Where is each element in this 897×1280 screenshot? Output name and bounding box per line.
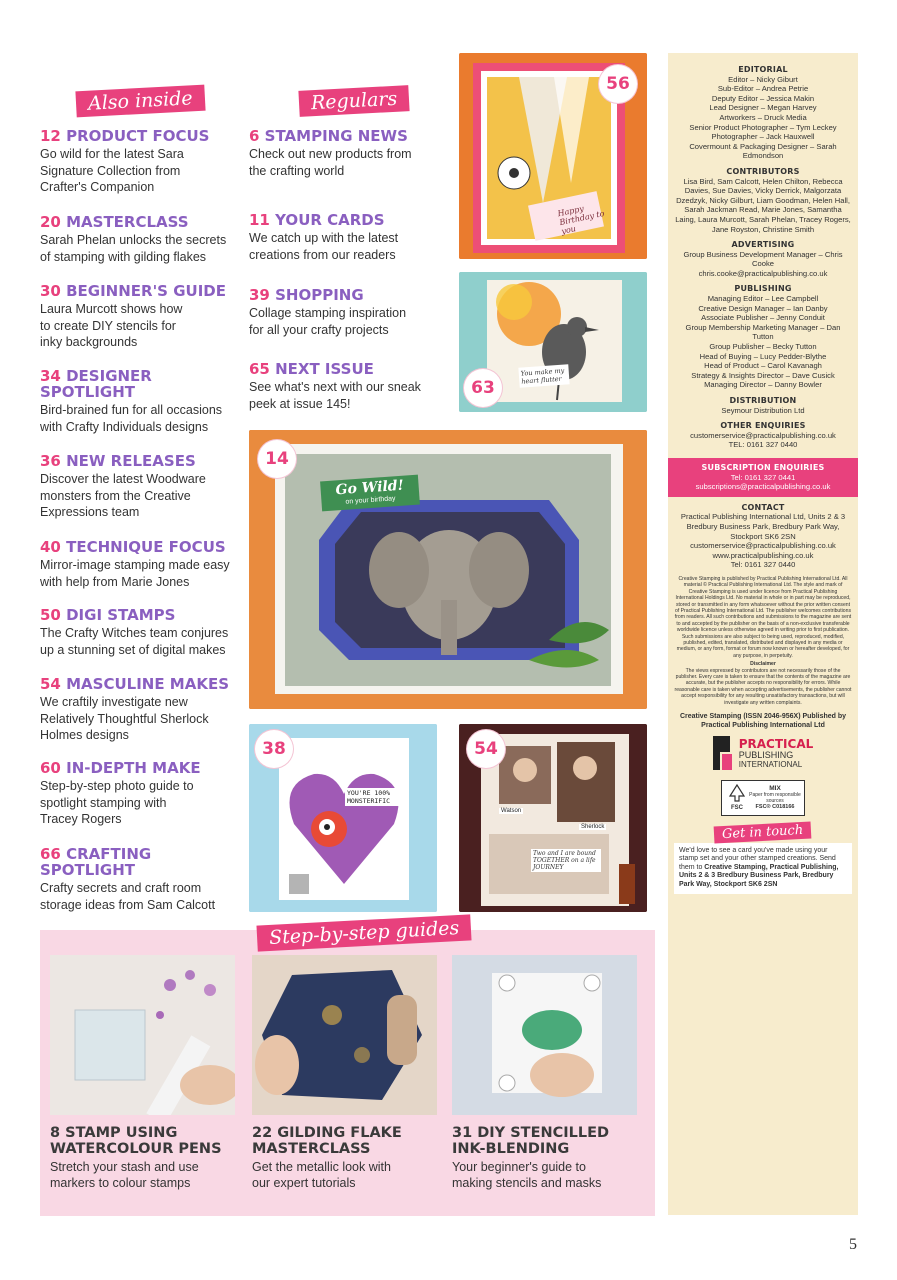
item-description: We craftily investigate new Relatively Thoughtful Sherlock Holmes designs [40, 695, 209, 742]
fsc-badge [721, 780, 805, 816]
other-enquiries-text: customerservice@practicalpublishing.co.uk TEL: 0161 327 0440 [690, 430, 836, 450]
distribution-text: Seymour Distribution Ltd [721, 405, 805, 415]
fsc-label: FSC [731, 804, 743, 811]
advertising-heading: ADVERTISING [731, 240, 795, 250]
photo-card-38[interactable] [249, 724, 437, 912]
publisher-logo [674, 736, 852, 770]
also-inside-tag: Also inside [75, 85, 205, 118]
other-enquiries-heading: OTHER ENQUIRIES [720, 421, 806, 431]
item-description: Step-by-step photo guide to spotlight stamping with Tracey Rogers [40, 779, 194, 826]
item-description: The Crafty Witches team conjures up a stunning set of digital makes [40, 626, 229, 657]
subscription-text: Tel: 0161 327 0441 subscriptions@practicalpublishing.co.uk [695, 472, 831, 492]
get-in-touch-text: We'd love to see a card you've made using your stamp set and your other stamped creations. Send them to [679, 846, 836, 871]
guide-photo-stencil[interactable] [452, 955, 637, 1115]
contents-item[interactable] [249, 287, 449, 338]
item-title [40, 846, 245, 878]
badge-63: 63 [464, 369, 502, 407]
item-description: Discover the latest Woodware monsters from the Creative Expressions team [40, 472, 206, 519]
credits-sidebar [668, 53, 858, 1215]
photo-card-56[interactable] [459, 53, 647, 259]
contents-item[interactable] [40, 128, 245, 196]
subscription-heading: SUBSCRIPTION ENQUIRIES [701, 462, 825, 472]
watercolour-pen-illustration [50, 955, 235, 1115]
photo-54-tag-right: Sherlock [581, 824, 605, 830]
publishing-heading: PUBLISHING [734, 284, 792, 294]
page-ref-number: 65 [249, 360, 270, 378]
item-title [40, 283, 245, 299]
item-title [452, 1125, 642, 1157]
gilding-flake-illustration [252, 955, 437, 1115]
contents-item[interactable] [40, 214, 245, 265]
badge-38: 38 [255, 730, 293, 768]
contents-item[interactable] [50, 1125, 240, 1191]
item-title [40, 676, 245, 692]
contributors-text: Lisa Bird, Sam Calcott, Helen Chilton, Rebecca Davies, Sue Davies, Vicky Derrick, Malgorzata Dzedzyk, Nicky Gilburt, Liam Goodman, Helen Hall, Sarah Jackman Read, Marie Jones, Samantha Laing, Laura Murcott, Sarah Phelan, Tracey Rogers, Jane Royston, Christine Smith [675, 176, 851, 234]
item-title [40, 128, 245, 144]
item-description: Your beginner's guide to making stencils and masks [452, 1160, 602, 1190]
page-ref-number: 50 [40, 606, 61, 624]
fsc-mix: MIX [769, 785, 781, 793]
photo-54-sentiment: Two and I are bound TOGETHER on a life JOURNEY [531, 849, 601, 872]
item-title [249, 287, 449, 303]
item-description: Bird-brained fun for all occasions with Crafty Individuals designs [40, 403, 223, 434]
issn-text: Creative Stamping (ISSN 2046-956X) Published by Practical Publishing International Ltd [679, 713, 847, 729]
get-in-touch-box [674, 843, 852, 894]
item-title [40, 368, 245, 400]
item-title [249, 212, 449, 228]
item-label: CRAFTING SPOTLIGHT [40, 845, 152, 879]
page-ref-number: 20 [40, 213, 61, 231]
regulars-tag: Regulars [298, 85, 409, 117]
contents-item[interactable] [249, 128, 449, 179]
item-label: IN-DEPTH MAKE [66, 759, 201, 777]
item-description: Laura Murcott shows how to create DIY stencils for inky backgrounds [40, 302, 183, 349]
item-title [252, 1125, 442, 1157]
item-title [40, 607, 245, 623]
item-title [249, 361, 449, 377]
photo-38-sentiment: YOU'RE 100% MONSTERIFIC [345, 788, 401, 806]
fsc-tree-icon [727, 784, 747, 802]
contact-text: Practical Publishing International Ltd, Units 2 & 3 Bredbury Business Park, Bredbury Park Way, Stockport SK6 2SN customerservice@practicalpublishing.co.uk www.practicalpublishing.co.uk Tel: 0161 327 0440 [680, 512, 846, 570]
contributors-heading: CONTRIBUTORS [726, 166, 800, 176]
step-by-step-guides-tag: Step-by-step guides [256, 914, 471, 951]
page-ref-number: 54 [40, 675, 61, 693]
page-ref-number: 11 [249, 211, 270, 229]
item-label: MASTERCLASS [66, 213, 189, 231]
disclaimer-heading: Disclaimer [750, 661, 776, 668]
legal-text: Creative Stamping is published by Practical Publishing International Ltd. All material © Practical Publishing International Ltd. The style and mark of Creative Stamping is used under licence from Practical Publishing International Holdings Ltd. No material in whole or in part may be reproduced, stored or transmitted in any form whatsoever without the prior written consent of Practical Publishing International Ltd. The publisher welcomes contributions from readers. All such contributions and submissions to the magazine are sent to and accepted by the publisher on the basis of a non-exclusive transferable worldwide licence unless otherwise agreed in writing prior to first publication. Such submissions are also subject to being used, reproduced, modified, published, edited, translated, distributed and displayed in any media or medium, or any form, format or forum now known or hereafter developed, for any purpose, in perpetuity. [674, 575, 852, 659]
contents-item[interactable] [252, 1125, 442, 1191]
page-ref-number: 40 [40, 538, 61, 556]
disclaimer-text: The views expressed by contributors are not necessarily those of the publisher. Every care is taken to ensure that the contents of the magazine are accurate, but the publisher accepts no responsibility for errors. While reasonable care is taken when accepting advertisements, the publisher cannot accept responsibility for any resulting unsatisfactory transactions, but will investigate any written complaints. [674, 667, 852, 706]
photo-54-tag-left: Watson [501, 808, 522, 814]
item-title [40, 214, 245, 230]
photo-card-54[interactable] [459, 724, 647, 912]
item-label: SHOPPING [275, 286, 364, 304]
item-title [40, 760, 245, 776]
item-label: NEXT ISSUE [275, 360, 374, 378]
item-title [50, 1125, 240, 1157]
badge-14: 14 [258, 440, 296, 478]
item-label: DESIGNER SPOTLIGHT [40, 367, 152, 401]
item-description: Collage stamping inspiration for all your crafty projects [249, 306, 407, 337]
item-label: YOUR CARDS [275, 211, 385, 229]
item-title [249, 128, 449, 144]
page-ref-number: 30 [40, 282, 61, 300]
logo-line1: PRACTICAL [738, 736, 814, 751]
guide-photo-watercolour[interactable] [50, 955, 235, 1115]
page-ref-number: 66 [40, 845, 61, 863]
page-ref-number: 31 [452, 1125, 473, 1141]
item-label: DIY STENCILLED INK-BLENDING [452, 1125, 610, 1157]
item-label: TECHNIQUE FOCUS [66, 538, 226, 556]
page-ref-number: 8 [50, 1125, 61, 1141]
contents-item[interactable] [249, 212, 449, 263]
photo-56-sentiment: Happy Birthday to you [556, 204, 606, 236]
item-title [40, 453, 245, 469]
photo-card-14[interactable] [249, 430, 647, 709]
contents-item[interactable] [40, 283, 245, 351]
step-by-step-guides-section [40, 930, 655, 1216]
contents-item[interactable] [40, 453, 245, 521]
item-label: STAMP USING WATERCOLOUR PENS [50, 1125, 222, 1157]
distribution-heading: DISTRIBUTION [729, 396, 797, 405]
badge-56: 56 [599, 65, 637, 103]
page-ref-number: 22 [252, 1125, 273, 1141]
fsc-logo-icon [725, 784, 749, 812]
item-description: See what's next with our sneak peek at issue 145! [249, 380, 421, 411]
page-ref-number: 6 [249, 127, 260, 145]
guide-photo-gilding[interactable] [252, 955, 437, 1115]
item-label: STAMPING NEWS [264, 127, 408, 145]
subscription-box [668, 458, 858, 497]
badge-54: 54 [467, 730, 505, 768]
item-description: Check out new products from the crafting world [249, 147, 412, 178]
contents-item[interactable] [40, 607, 245, 658]
item-description: Stretch your stash and use markers to colour stamps [50, 1160, 199, 1190]
fsc-text: Paper from responsible sources [749, 792, 801, 805]
item-label: NEW RELEASES [66, 452, 196, 470]
contents-item[interactable] [452, 1125, 642, 1191]
item-label: MASCULINE MAKES [66, 675, 230, 693]
page-ref-number: 39 [249, 286, 270, 304]
photo-card-63[interactable] [459, 272, 647, 412]
contact-heading: CONTACT [741, 502, 785, 512]
editorial-heading: EDITORIAL [738, 65, 788, 74]
item-description: We catch up with the latest creations from our readers [249, 231, 399, 262]
item-description: Go wild for the latest Sara Signature Collection from Crafter's Companion [40, 147, 184, 194]
contents-item[interactable] [40, 368, 245, 435]
item-title [40, 539, 245, 555]
logo-line3: INTERNATIONAL [738, 759, 803, 769]
item-description: Sarah Phelan unlocks the secrets of stamping with gilding flakes [40, 233, 227, 264]
item-description: Mirror-image stamping made easy with help from Marie Jones [40, 558, 230, 589]
photo-63-sentiment: You make my heart flutter [518, 364, 569, 387]
contents-item[interactable] [249, 361, 449, 412]
item-description: Crafty secrets and craft room storage ideas from Sam Calcott [40, 881, 216, 912]
item-label: PRODUCT FOCUS [66, 127, 210, 145]
item-label: BEGINNER'S GUIDE [66, 282, 226, 300]
photo-14-sentiment-main: Go Wild! [335, 477, 405, 499]
advertising-text: Group Business Development Manager – Chris Cooke chris.cooke@practicalpublishing.co.uk [683, 249, 843, 278]
contents-item[interactable] [40, 539, 245, 590]
page-ref-number: 60 [40, 759, 61, 777]
publisher-logo-icon [713, 736, 735, 770]
item-description: Get the metallic look with our expert tutorials [252, 1160, 391, 1190]
page-ref-number: 12 [40, 127, 61, 145]
fsc-code: FSC® C018166 [755, 804, 795, 811]
page-number: 5 [849, 1236, 857, 1253]
page-ref-number: 34 [40, 367, 61, 385]
stencil-blending-illustration [452, 955, 637, 1115]
elephant-card-illustration [249, 430, 647, 709]
item-label: DIGI STAMPS [66, 606, 176, 624]
contents-item[interactable] [40, 760, 245, 828]
logo-line2: PUBLISHING [738, 749, 794, 760]
editorial-text: Editor – Nicky Giburt Sub-Editor – Andrea Petrie Deputy Editor – Jessica Makin Lead Designer – Megan Harvey Artworkers – Druck Media Senior Product Photographer – Tym Leckey Photographer – Jack Hauxwell Covermount & Packaging Designer – Sarah Edmondson [689, 74, 837, 161]
get-in-touch-address: Creative Stamping, Practical Publishing, Units 2 & 3 Bredbury Business Park, Bredbury Park Way, Stockport SK6 2SN [679, 863, 839, 888]
page-ref-number: 36 [40, 452, 61, 470]
get-in-touch-tag: Get in touch [714, 821, 812, 843]
contents-item[interactable] [40, 846, 245, 913]
contents-item[interactable] [40, 676, 245, 744]
photo-14-sentiment-sub: on your birthday [345, 495, 396, 506]
item-label: GILDING FLAKE MASTERCLASS [252, 1125, 402, 1157]
publishing-text: Managing Editor – Lee Campbell Creative Design Manager – Ian Danby Associate Publisher – Jenny Conduit Group Membership Marketing Manager – Dan Tutton Group Publisher – Becky Tutton Head of Buying – Lucy Pedder-Blythe Head of Product – Carol Kavanagh Strategy & Insights Director – Dave Cusick Managing Director – Danny Bowler [685, 294, 841, 390]
